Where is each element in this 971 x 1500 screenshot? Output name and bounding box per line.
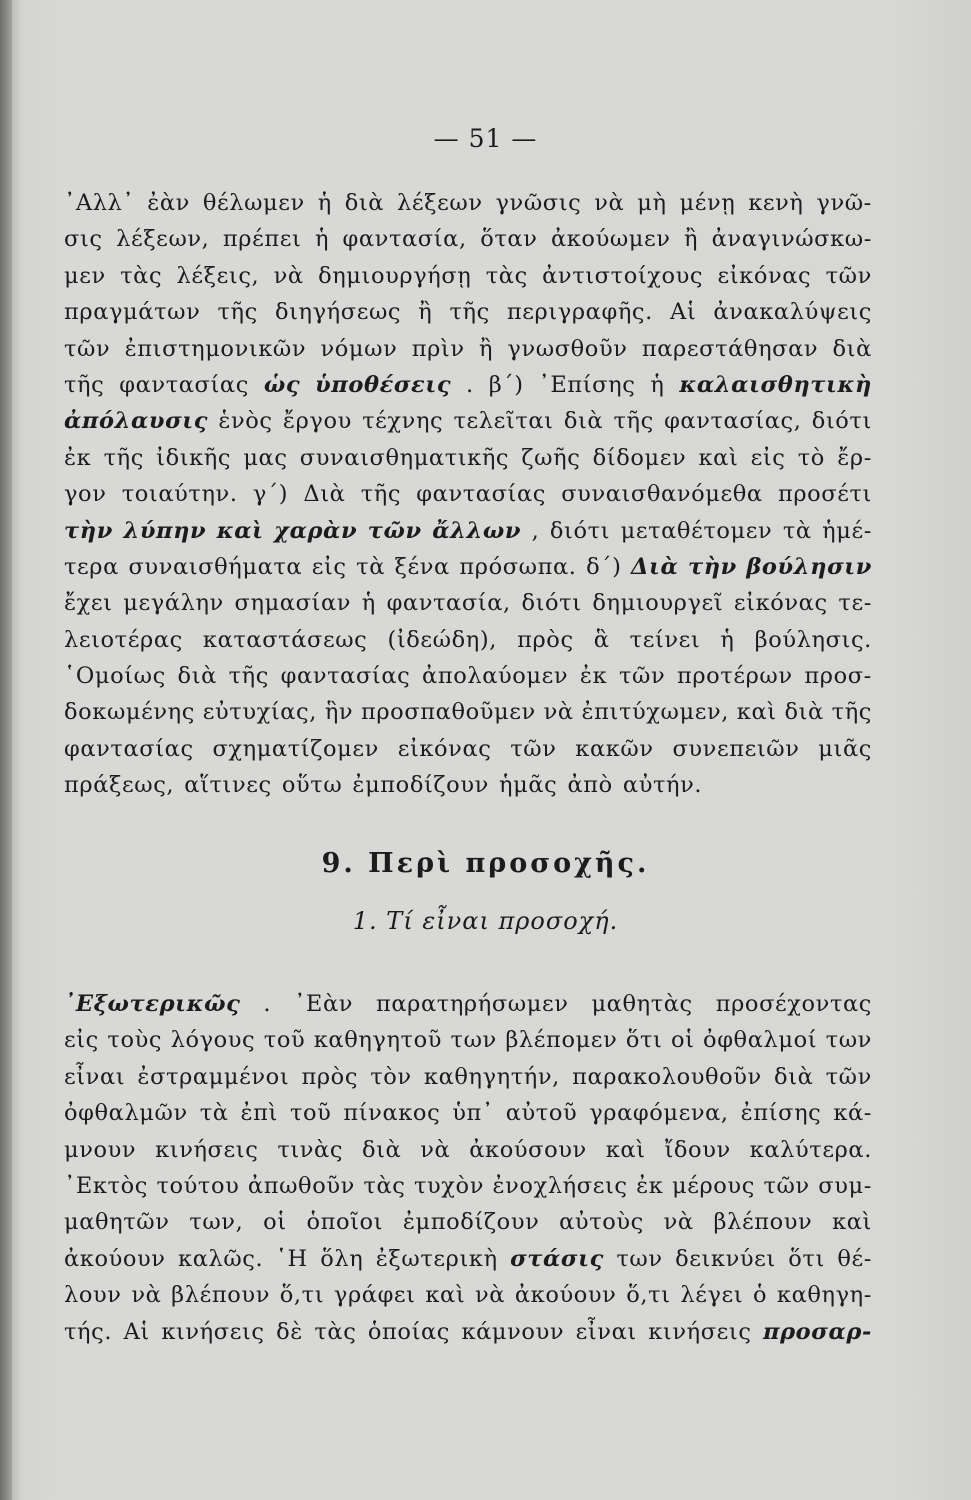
word: γράφει <box>333 1282 416 1309</box>
word: εἰς <box>311 553 347 580</box>
word: ἢ <box>478 335 494 362</box>
word: ᾿Εὰν <box>294 991 354 1017</box>
word: πρὸς <box>517 626 574 653</box>
word: β΄) <box>488 371 524 398</box>
word: εἰκόνας <box>717 262 812 289</box>
word: βλέπουν <box>713 1209 813 1236</box>
word: δίδομεν <box>592 444 687 471</box>
word: τυχὸν <box>413 1172 484 1199</box>
word: ἀκούουν <box>514 1282 617 1309</box>
word: νὰ <box>131 1282 162 1309</box>
word: κά- <box>833 1100 872 1127</box>
word: νὰ <box>420 1136 451 1163</box>
word: γ΄) <box>252 481 289 508</box>
word: γνῶσις <box>495 190 582 216</box>
word: ἐκ <box>636 1172 664 1199</box>
word: τινὰς <box>277 1136 344 1163</box>
word: τῆς <box>103 444 144 471</box>
word: τείνει <box>629 626 701 653</box>
word: μὴ <box>637 190 667 216</box>
word: ζωῆς <box>521 444 581 471</box>
word: τοὺς <box>107 1027 163 1054</box>
word: εἶναι <box>575 1318 637 1345</box>
word: διὰ <box>344 190 385 216</box>
word: ὁ <box>752 1282 768 1309</box>
word: πρόσωπα. <box>459 553 577 580</box>
word: διὰ <box>563 408 604 435</box>
word: πράξεως, <box>64 772 175 799</box>
word: ἐὰν <box>147 190 190 216</box>
word: προσέχοντας <box>715 991 872 1017</box>
word: εὐτυχίας, <box>202 699 318 726</box>
word: φαντασίας, <box>664 408 802 435</box>
word: ἐπίσης <box>740 1100 822 1127</box>
word: ὀφθαλμοί <box>703 1027 818 1054</box>
word: δὲ <box>276 1318 303 1345</box>
word: σις <box>64 226 103 253</box>
word: Αἱ <box>123 1318 150 1345</box>
text-line <box>64 1059 872 1095</box>
word: ὅτι <box>788 1245 825 1272</box>
word: των <box>825 1027 872 1054</box>
text-line <box>64 585 872 621</box>
word: νὰ <box>543 699 574 726</box>
word: ὅ,τι <box>279 1282 325 1309</box>
word: συνεπειῶν <box>672 735 800 762</box>
word: κάμνουν <box>461 1318 565 1345</box>
word: τῆς <box>228 663 269 690</box>
word: ᾿Εκτὸς <box>64 1172 148 1199</box>
emphasized-word: ἀπόλαυσις <box>64 408 209 435</box>
word: νὰ <box>475 1282 506 1309</box>
word: κενὴ <box>748 190 804 216</box>
word: ἀκούωμεν <box>550 226 671 253</box>
word: καλῶς. <box>178 1245 264 1272</box>
word: ἀκούουν <box>64 1245 166 1272</box>
text-line <box>64 403 872 439</box>
word: μας <box>243 444 288 471</box>
text-line <box>64 694 872 730</box>
text-line <box>64 767 872 803</box>
text-line <box>64 986 872 1022</box>
word: ἐμποδίζουν <box>352 772 489 799</box>
text-line <box>64 331 872 367</box>
page-number: — 51 — <box>433 124 538 153</box>
text-line <box>64 1132 872 1168</box>
word: ἀναγινώσκω- <box>711 226 872 253</box>
text-line <box>64 185 872 221</box>
word: πραγμάτων <box>64 299 201 326</box>
word: πρὶν <box>411 335 465 362</box>
word: λέξεων <box>397 190 483 216</box>
word: κινήσεις <box>161 1318 265 1345</box>
word: παρεστάθησαν <box>641 335 819 362</box>
section-title: 9. Περὶ προσοχῆς. <box>321 848 650 879</box>
emphasized-word: τὴν <box>64 517 113 544</box>
emphasized-word: καὶ <box>216 517 264 544</box>
text-line <box>64 476 872 512</box>
word: ἐπιτύχωμεν, <box>581 699 729 726</box>
word: τῶν <box>64 335 111 362</box>
word: ᾿Επίσης <box>538 371 636 398</box>
paragraph-attention <box>64 986 872 1350</box>
word: αἵτινες <box>184 772 272 799</box>
word: νὰ <box>663 1209 694 1236</box>
word: τῆς <box>613 408 654 435</box>
word: ἀπὸ <box>567 772 613 799</box>
text-line <box>64 1314 872 1350</box>
emphasized-word: χαρὰν <box>274 517 358 544</box>
word: προτέρων <box>676 663 793 690</box>
word: μεν <box>64 262 106 289</box>
word: ἐκ <box>579 663 608 690</box>
word: ἔρ- <box>837 444 872 471</box>
word: θέ- <box>837 1245 872 1272</box>
emphasized-word: καλαισθητικὴ <box>679 371 872 398</box>
word: ἡ <box>314 226 330 253</box>
word: ἡ <box>720 626 735 653</box>
word: προσ- <box>804 663 872 690</box>
word: τὰς <box>120 262 163 289</box>
word: μεταθέτομεν <box>620 517 773 544</box>
word: κακῶν <box>575 735 654 762</box>
text-line <box>64 294 872 330</box>
text-line <box>64 731 872 767</box>
word: κινήσεις <box>155 1136 259 1163</box>
word: δημιουργήσῃ <box>318 262 472 289</box>
word: εἶναι <box>64 1063 126 1090</box>
text-line <box>64 549 872 585</box>
word: ἐπὶ <box>240 1100 278 1127</box>
word: ἀπωθοῦν <box>247 1172 355 1199</box>
word: μεγάλην <box>123 590 224 617</box>
word: αὐτοὺς <box>559 1209 644 1236</box>
emphasized-word: ὑποθέσεις <box>315 371 452 398</box>
word: μαθητῶν <box>64 1209 170 1236</box>
word: νὰ <box>594 190 625 216</box>
word: φαντασία, <box>342 226 467 253</box>
word: οἱ <box>263 1209 287 1236</box>
word: ἐνοχλήσεις <box>492 1172 628 1199</box>
word: τοιαύτην. <box>121 481 238 508</box>
text-line <box>64 1277 872 1313</box>
text-line <box>64 1168 872 1204</box>
section-subtitle: 1. Τί εἶναι προσοχή. <box>352 907 619 935</box>
word: εἰς <box>64 1027 99 1054</box>
word: τῶν <box>825 262 872 289</box>
word: ἀκούσουν <box>469 1136 587 1163</box>
word: συναισθηματικῆς <box>299 444 510 471</box>
word: των <box>616 1245 663 1272</box>
word: λόγους <box>170 1027 256 1054</box>
word: διηγήσεως <box>274 299 402 326</box>
word: . <box>263 991 272 1017</box>
word: καὶ <box>736 699 777 726</box>
word: ἃ <box>593 626 610 653</box>
word: ἡ <box>317 190 332 216</box>
word: παρακολουθοῦν <box>572 1063 762 1090</box>
word: σημασίαν <box>234 590 352 617</box>
text-line <box>64 440 872 476</box>
word: συμ- <box>818 1172 872 1199</box>
word: λέξεις, <box>176 262 260 289</box>
emphasized-word: ᾿Εξωτερικῶς <box>64 991 241 1017</box>
word: καλύτερα. <box>749 1136 872 1163</box>
word: καὶ <box>425 1282 466 1309</box>
word: τὸν <box>370 1063 412 1090</box>
word: μένῃ <box>679 190 736 216</box>
word: των <box>450 1027 497 1054</box>
word: Αἱ <box>669 299 697 326</box>
word: ἑνὸς <box>218 408 273 435</box>
text-line <box>64 367 872 403</box>
emphasized-word: τῶν <box>367 517 422 544</box>
word: φαντασίας <box>416 481 546 508</box>
word: τούτου <box>156 1172 240 1199</box>
word: ἴδουν <box>664 1136 731 1163</box>
text-line <box>64 513 872 549</box>
word: διὰ <box>774 1063 814 1090</box>
word: εἰκόνας <box>733 590 828 617</box>
word: νὰ <box>273 262 304 289</box>
word: ἣν <box>324 699 354 726</box>
word: διότι <box>549 517 611 544</box>
word: προσέτι <box>777 481 872 508</box>
word: ἰδικῆς <box>156 444 232 471</box>
word: , <box>531 517 540 544</box>
word: Διὰ <box>303 481 346 508</box>
word: ξένα <box>394 553 450 580</box>
word: ἐστραμμένοι <box>137 1063 290 1090</box>
text-line <box>64 258 872 294</box>
word: τὰς <box>485 262 528 289</box>
word: ἡμέ- <box>822 517 872 544</box>
word: ἐπιστημονικῶν <box>124 335 307 362</box>
emphasized-word: λύπην <box>123 517 207 544</box>
word: τὰς <box>314 1318 357 1345</box>
word: λέξεων, <box>116 226 210 253</box>
word: ἀπολαύομεν <box>422 663 569 690</box>
word: τὰ <box>356 553 385 580</box>
word: τελεῖται <box>453 408 554 435</box>
word: ἐκ <box>64 444 92 471</box>
word: γραφόμενα, <box>589 1100 729 1127</box>
word: ἡμᾶς <box>499 772 558 799</box>
word: ἐξωτερικὴ <box>375 1245 498 1272</box>
word: κινήσεις <box>648 1318 752 1345</box>
word: διὰ <box>784 699 824 726</box>
word: ὀφθαλμῶν <box>64 1100 188 1127</box>
word: τὰς <box>363 1172 406 1199</box>
emphasized-word: ὡς <box>263 371 301 398</box>
word: γνῶ- <box>816 190 872 216</box>
word: ἢ <box>418 299 433 326</box>
text-line <box>64 1204 872 1240</box>
word: τε- <box>838 590 872 617</box>
text-line <box>64 1095 872 1131</box>
word: αὐτοῦ <box>505 1100 578 1127</box>
text-line <box>64 1022 872 1058</box>
word: ἡ <box>650 371 665 398</box>
word: μνουν <box>64 1136 137 1163</box>
word: φαντασίας <box>280 663 411 690</box>
word: δεικνύει <box>675 1245 776 1272</box>
word: μαθητὰς <box>591 991 693 1017</box>
word: καὶ <box>698 444 739 471</box>
word: ὁποίας <box>367 1318 450 1345</box>
word: ῾Ομοίως <box>64 663 166 690</box>
word: γνωσθοῦν <box>507 335 628 362</box>
word: καθηγη- <box>776 1282 872 1309</box>
word: θέλωμεν <box>202 190 305 216</box>
word: λέγει <box>680 1282 744 1309</box>
word: εἰκόνας <box>397 735 492 762</box>
word: τῶν <box>510 735 557 762</box>
word: πρέπει <box>222 226 302 253</box>
word: διότι <box>811 408 872 435</box>
word: των, <box>189 1209 244 1236</box>
word: οἱ <box>670 1027 695 1054</box>
word: ἐμποδίζουν <box>402 1209 540 1236</box>
word: τὸ <box>797 444 825 471</box>
word: ὅταν <box>480 226 538 253</box>
word: ῾Η <box>275 1245 308 1272</box>
word: λουν <box>64 1282 122 1309</box>
emphasized-word: στάσις <box>510 1245 604 1272</box>
word: βλέπομεν <box>505 1027 618 1054</box>
word: τερα <box>64 553 119 580</box>
word: ἀνακαλύψεις <box>713 299 872 326</box>
text-line <box>64 658 872 694</box>
word: διότι <box>521 590 582 617</box>
word: τῆς <box>217 299 258 326</box>
word: τῶν <box>763 1172 810 1199</box>
word: συναισθήματα <box>128 553 303 580</box>
word: τοῦ <box>289 1100 332 1127</box>
word: συναισθανόμεθα <box>561 481 763 508</box>
word: ἀντιστοίχους <box>542 262 704 289</box>
word: ᾿Αλλ᾿ <box>64 190 135 216</box>
word: δ΄) <box>586 553 622 580</box>
word: τῶν <box>825 1063 872 1090</box>
word: μιᾶς <box>818 735 872 762</box>
word: διὰ <box>832 335 872 362</box>
word: τῆς <box>64 371 105 398</box>
emphasized-word: ἄλλων <box>432 517 522 544</box>
word: οὕτω <box>281 772 343 799</box>
emphasized-word: Διὰ <box>630 553 679 580</box>
word: τῶν <box>618 663 666 690</box>
word: ὁποῖοι <box>306 1209 384 1236</box>
word: τῆς <box>449 299 490 326</box>
word: καθηγητήν, <box>423 1063 560 1090</box>
word: καὶ <box>605 1136 646 1163</box>
word: παρατηρήσωμεν <box>375 991 569 1017</box>
word: γον <box>64 481 107 508</box>
word: διὰ <box>177 663 217 690</box>
text-line <box>64 221 872 257</box>
word: αὐτήν. <box>622 772 703 799</box>
word: τὰ <box>782 517 812 544</box>
word: νόμων <box>320 335 398 362</box>
word: ὅ,τι <box>626 1282 671 1309</box>
word: εἰς <box>750 444 786 471</box>
page-binding-shadow <box>0 0 12 1500</box>
word: (ἰδεώδη), <box>387 626 497 653</box>
word: φαντασία, <box>386 590 511 617</box>
word: καταστάσεως <box>202 626 368 653</box>
word: καθηγητοῦ <box>313 1027 443 1054</box>
text-line <box>64 622 872 658</box>
word: φαντασίας <box>64 735 194 762</box>
emphasized-word: τὴν <box>687 553 737 580</box>
word: φαντασίας <box>119 371 249 398</box>
word: καὶ <box>832 1209 872 1236</box>
word: πίνακος <box>343 1100 441 1127</box>
word: μέρους <box>671 1172 755 1199</box>
paragraph-imagination <box>64 185 872 804</box>
emphasized-word: βούλησιν <box>746 553 872 580</box>
word: ἔχει <box>64 590 113 617</box>
word: σχηματίζομεν <box>212 735 379 762</box>
word: τῆς <box>831 699 872 726</box>
word: τής. <box>64 1318 113 1345</box>
word: τῆς <box>360 481 402 508</box>
word: τὰ <box>199 1100 229 1127</box>
text-line <box>64 1241 872 1277</box>
word: ἢ <box>684 226 699 253</box>
word: . <box>466 371 474 398</box>
word: βούλησις. <box>754 626 872 653</box>
word: ἔργου <box>282 408 352 435</box>
word: λειοτέρας <box>64 626 183 653</box>
word: ὅτι <box>625 1027 663 1054</box>
word: περιγραφῆς. <box>506 299 653 326</box>
word: τέχνης <box>362 408 444 435</box>
word: βλέπουν <box>171 1282 270 1309</box>
word: ὅλη <box>320 1245 364 1272</box>
word: ἡ <box>361 590 376 617</box>
word: ὑπ᾿ <box>452 1100 494 1127</box>
word: πρὸς <box>301 1063 359 1090</box>
word: τοῦ <box>263 1027 306 1054</box>
word: δημιουργεῖ <box>592 590 724 617</box>
word: δοκωμένης <box>64 699 195 726</box>
word: προσπαθοῦμεν <box>360 699 536 726</box>
emphasized-word: προσαρ- <box>763 1318 872 1345</box>
word: διὰ <box>361 1136 402 1163</box>
